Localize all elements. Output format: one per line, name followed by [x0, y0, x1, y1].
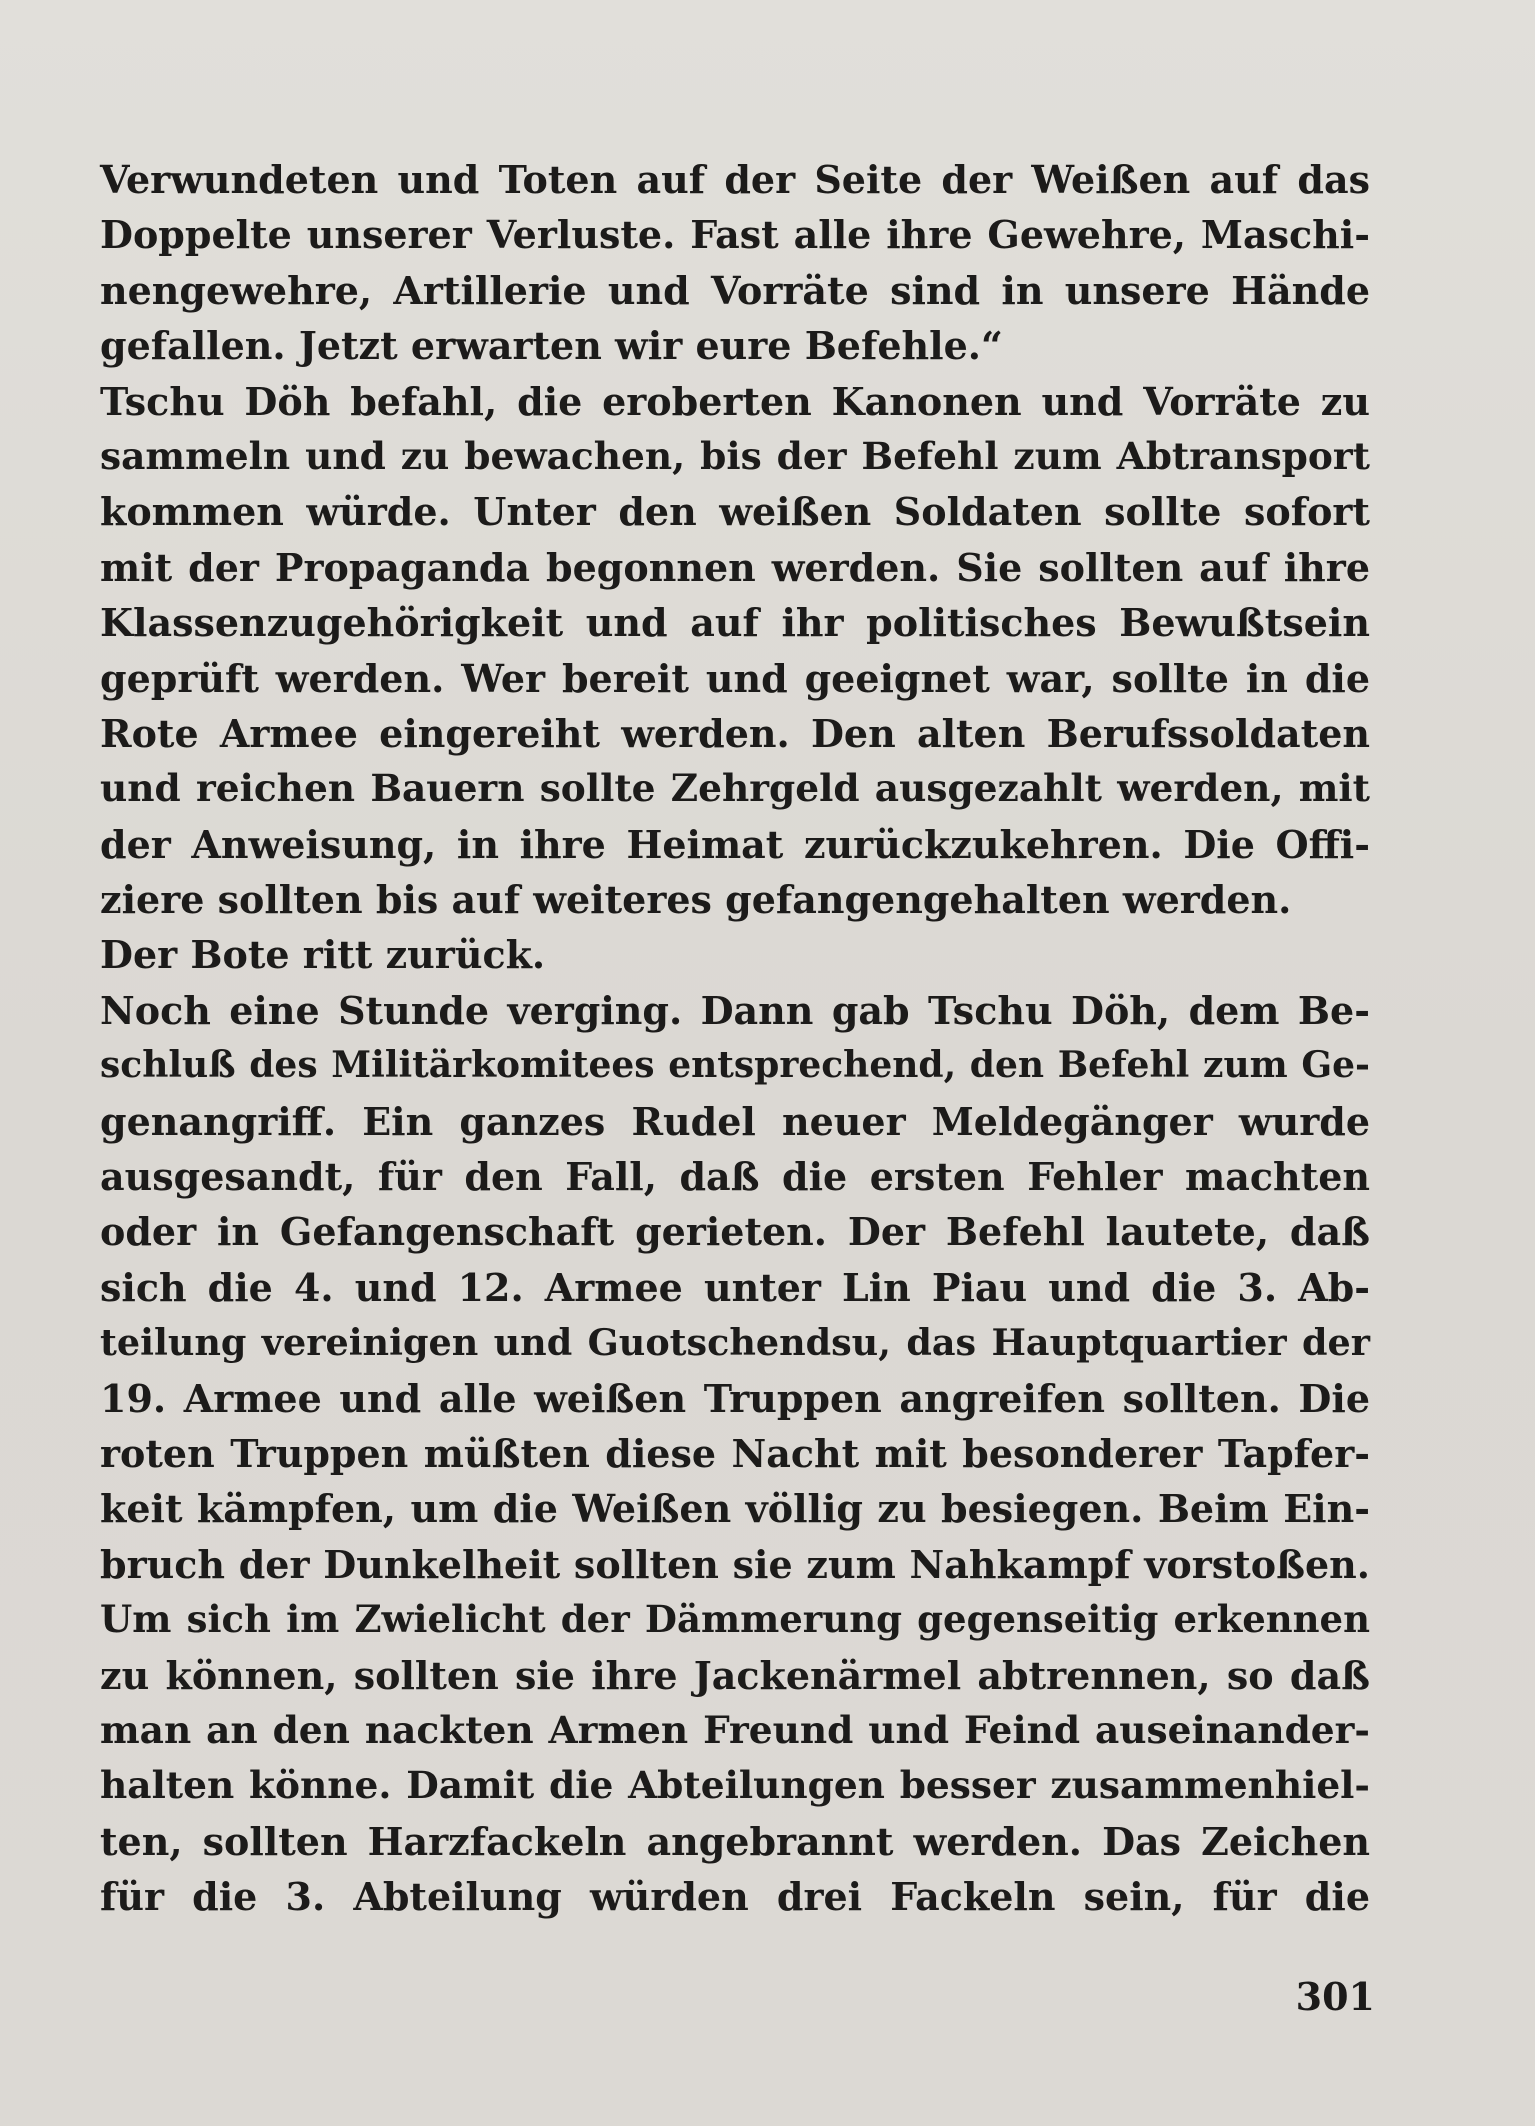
text-line: genangriff. Ein ganzes Rudel neuer Meldegänger wurde — [100, 1098, 1370, 1144]
text-line: oder in Gefangenschaft gerieten. Der Befehl lautete, daß — [100, 1209, 1370, 1255]
text-line: der Anweisung, in ihre Heimat zurückzukehren. Die Offi- — [100, 821, 1370, 867]
text-line: sammeln und zu bewachen, bis der Befehl zum Abtransport — [100, 433, 1370, 478]
text-line: 19. Armee und alle weißen Truppen angreifen sollten. Die — [100, 1375, 1370, 1421]
text-line: halten könne. Damit die Abteilungen besser zusammenhiel- — [100, 1763, 1370, 1808]
text-line: und reichen Bauern sollte Zehrgeld ausgezahlt werden, mit — [100, 766, 1370, 811]
text-line: geprüft werden. Wer bereit und geeignet war, sollte in die — [100, 655, 1370, 701]
text-line: zu können, sollten sie ihre Jackenärmel abtrennen, so daß — [100, 1652, 1370, 1698]
text-line: keit kämpfen, um die Weißen völlig zu besiegen. Beim Ein- — [100, 1486, 1370, 1532]
text-line: ziere sollten bis auf weiteres gefangengehalten werden. — [100, 877, 1292, 923]
text-line: sich die 4. und 12. Armee unter Lin Piau und die 3. Ab- — [100, 1264, 1370, 1310]
text-line: schluß des Militärkomitees entsprechend, den Befehl zum Ge- — [100, 1044, 1370, 1087]
text-line: Noch eine Stunde verging. Dann gab Tschu Döh, dem Be- — [100, 987, 1370, 1033]
text-line: für die 3. Abteilung würden drei Fackeln sein, für die — [100, 1874, 1370, 1920]
text-line: kommen würde. Unter den weißen Soldaten sollte sofort — [100, 489, 1370, 535]
text-line: nengewehre, Artillerie und Vorräte sind in unsere Hände — [100, 267, 1370, 313]
text-line: gefallen. Jetzt erwarten wir eure Befehle.“ — [100, 323, 1003, 369]
text-line: bruch der Dunkelheit sollten sie zum Nahkampf vorstoßen. — [100, 1541, 1370, 1587]
text-line: Der Bote ritt zurück. — [100, 932, 546, 978]
text-line: teilung vereinigen und Guotschendsu, das Hauptquartier der — [100, 1321, 1370, 1365]
text-line: Um sich im Zwielicht der Dämmerung gegenseitig erkennen — [100, 1597, 1370, 1642]
text-line: ausgesandt, für den Fall, daß die ersten Fehler machten — [100, 1154, 1370, 1200]
text-line: ten, sollten Harzfackeln angebrannt werden. Das Zeichen — [100, 1818, 1370, 1864]
text-line: Verwundeten und Toten auf der Seite der Weißen auf das — [100, 157, 1370, 202]
text-line: Rote Armee eingereiht werden. Den alten Berufssoldaten — [100, 710, 1370, 756]
text-line: Doppelte unserer Verluste. Fast alle ihre Gewehre, Maschi- — [100, 212, 1370, 258]
text-line: roten Truppen müßten diese Nacht mit besonderer Tapfer- — [100, 1430, 1370, 1476]
text-line: man an den nackten Armen Freund und Feind auseinander- — [100, 1707, 1370, 1752]
body-text — [100, 152, 1370, 1925]
text-line: Klassenzugehörigkeit und auf ihr politisches Bewußtsein — [100, 600, 1370, 646]
text-line: Tschu Döh befahl, die eroberten Kanonen und Vorräte zu — [100, 378, 1370, 424]
text-line: mit der Propaganda begonnen werden. Sie sollten auf ihre — [100, 544, 1370, 590]
page-number: 301 — [1295, 1974, 1375, 2019]
